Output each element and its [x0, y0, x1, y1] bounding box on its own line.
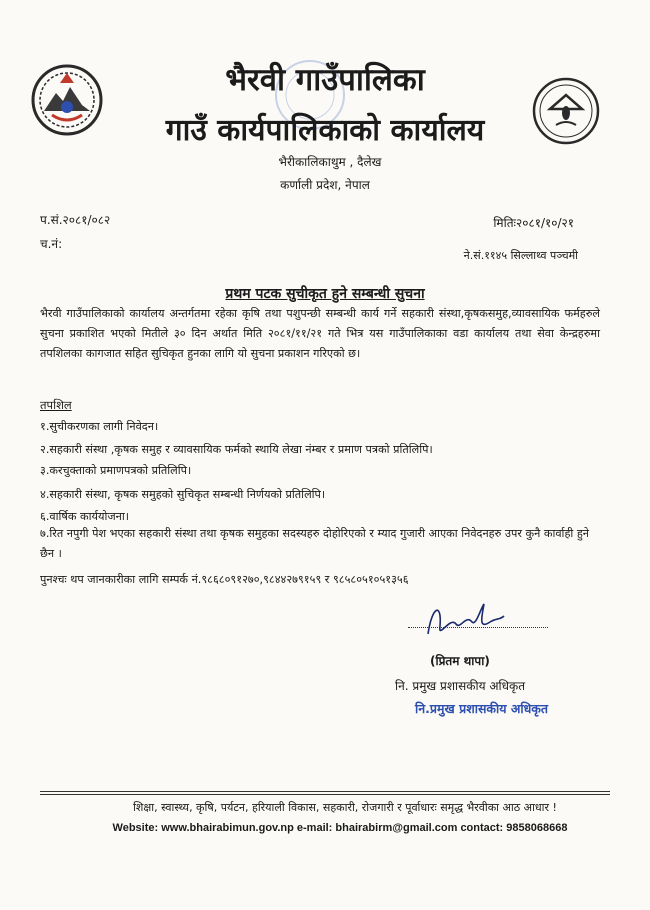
footer-slogan: शिक्षा, स्वास्थ्य, कृषि, पर्यटन, हरियाली विकास, सहकारी, रोजगारी र पूर्वाधारः समृद्ध भैरवीका आठ आधार ! — [133, 801, 557, 814]
footer-contact: Website: www.bhairabimun.gov.np e-mail: bhairabirm@gmail.com contact: 9858068668 — [112, 822, 568, 834]
municipality-name: भैरवी गाउँपालिका — [225, 62, 425, 98]
office-address: भैरीकालिकाथुम , दैलेख — [278, 155, 382, 169]
nepal-emblem-icon — [30, 63, 104, 137]
list-title: तपशिल — [40, 398, 72, 412]
signature-icon — [420, 596, 510, 646]
notice-body: भैरवी गाउँपालिकाको कार्यालय अन्तर्गतमा रहेका कृषि तथा पशुपन्छी सम्बन्धी कार्य गर्ने सहकारी संस्था,कृषकसमुह,व्यावसायिक फर्महरुले सुचना प्रकाशित भएको मितीले ३० दिन अर्थात मिति २०८१/११/२१ गते भित्र यस गाउँपालिकाका वडा कार्यालय तथा सेवा केन्द्रहरुमा तपशिलका कागजात सहित सुचिकृत हुनका लागि यो सुचना प्रकाशन गरिएको छ। — [40, 307, 600, 360]
nepal-sambat-date: ने.सं.११४५ सिल्लाथ्व पञ्चमी — [463, 249, 578, 262]
contact-line: पुनश्चः थप जानकारीका लागि सम्पर्क नं.९८६८०९१२७०,९८४४२७९१५९ र ९८५८०५१०५१३५६ — [40, 573, 409, 586]
list-item: ७.रित नपुगी पेश भएका सहकारी संस्था तथा कृषक समुहका सदस्यहरु दोहोरिएको र म्याद गुजारी आएका निवेदनहरु उपर कुनै कार्वाही हुने छैन । — [40, 527, 589, 560]
list-item: १.सुचीकरणका लागी निवेदन। — [40, 420, 159, 433]
signatory-name: (प्रितम थापा) — [430, 654, 490, 668]
list-item: ४.सहकारी संस्था, कृषक समुहको सुचिकृत सम्बन्धी निर्णयको प्रतिलिपि। — [40, 488, 326, 501]
notice-subject: प्रथम पटक सुचीकृत हुने सम्बन्धी सुचना — [225, 286, 425, 302]
list-item: ६.वार्षिक कार्ययोजना। — [40, 510, 130, 523]
footer-divider — [40, 791, 610, 792]
letter-date: मितिः२०८१/१०/२१ — [493, 216, 574, 230]
signatory-title: नि. प्रमुख प्रशासकीय अधिकृत — [395, 679, 526, 693]
official-stamp: नि.प्रमुख प्रशासकीय अधिकृत — [415, 701, 549, 716]
signature-line — [408, 627, 548, 628]
office-province: कर्णाली प्रदेश, नेपाल — [280, 178, 370, 192]
reference-number: प.सं.२०८१/०८२ — [40, 213, 111, 227]
footer-divider — [40, 794, 610, 795]
dispatch-number: च.नं: — [40, 237, 63, 251]
list-item: २.सहकारी संस्था ,कृषक समुह र व्यावसायिक फर्मको स्थायि लेखा नंम्बर र प्रमाण पत्रको प्रतिलिपि। — [40, 443, 433, 456]
list-item: ३.करचुक्ताको प्रमाणपत्रको प्रतिलिपि। — [40, 464, 192, 477]
office-name: गाउँ कार्यपालिकाको कार्यालय — [165, 113, 485, 148]
